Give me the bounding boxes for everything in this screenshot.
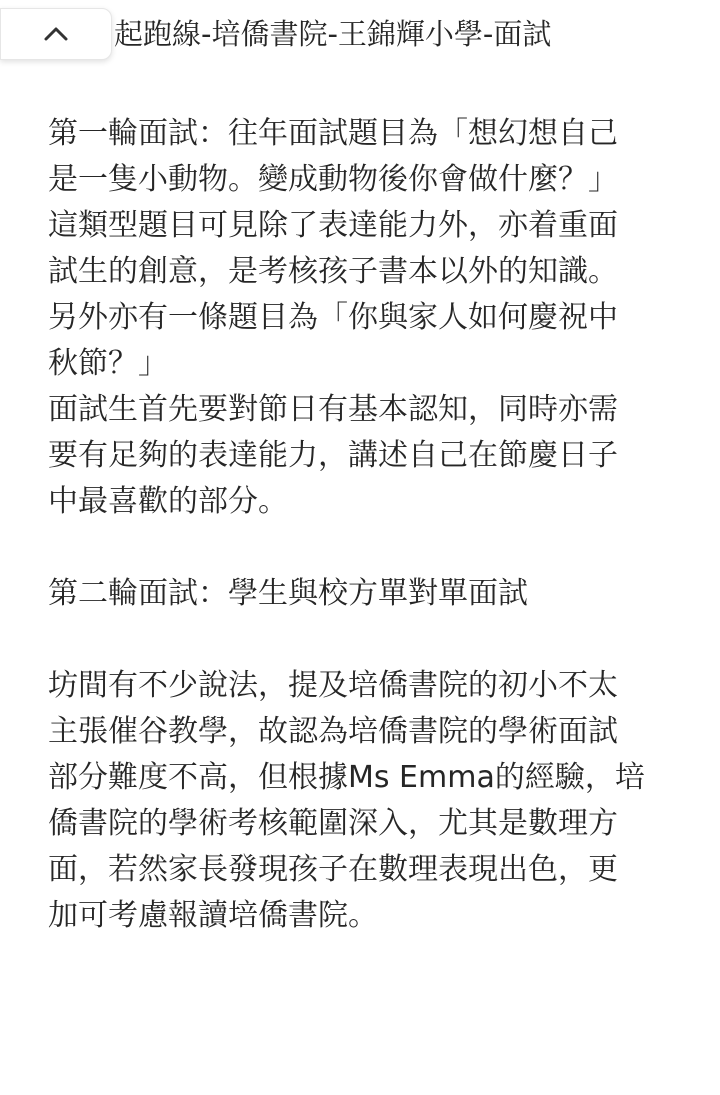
- text-line: 僑書院的學術考核範圍深入，尤其是數理方: [48, 806, 618, 841]
- text-line: 秋節？」: [48, 346, 168, 381]
- page-title: 起跑線-培僑書院-王錦輝小學-面試: [114, 17, 552, 51]
- text-line: 坊間有不少說法，提及培僑書院的初小不太: [48, 668, 618, 703]
- text-line: 面，若然家長發現孩子在數理表現出色，更: [48, 852, 618, 887]
- text-line: 部分難度不高，但根據Ms Emma的經驗，培: [48, 760, 645, 795]
- text-line: 面試生首先要對節日有基本認知，同時亦需: [48, 392, 618, 427]
- article-body: [48, 111, 680, 939]
- section-heading: 第二輪面試：學生與校方單對單面試: [48, 576, 528, 611]
- text-line: 另外亦有一條題目為「你與家人如何慶祝中: [48, 300, 618, 335]
- text-line: 要有足夠的表達能力，講述自己在節慶日子: [48, 438, 618, 473]
- text-line: 試生的創意，是考核孩子書本以外的知識。: [48, 254, 618, 289]
- text-line: 這類型題目可見除了表達能力外，亦着重面: [48, 208, 618, 243]
- top-bar: [0, 0, 720, 64]
- text-line: 第一輪面試：往年面試題目為「想幻想自己: [48, 116, 618, 151]
- collapse-button[interactable]: [0, 8, 112, 60]
- paragraph-gap: [48, 617, 680, 663]
- text-line: 是一隻小動物。變成動物後你會做什麼？」: [48, 162, 618, 197]
- paragraph-gap: [48, 525, 680, 571]
- text-line: 中最喜歡的部分。: [48, 484, 288, 519]
- text-line: 主張催谷教學，故認為培僑書院的學術面試: [48, 714, 618, 749]
- text-line: 加可考慮報讀培僑書院。: [48, 898, 378, 933]
- chevron-up-icon: [43, 26, 69, 42]
